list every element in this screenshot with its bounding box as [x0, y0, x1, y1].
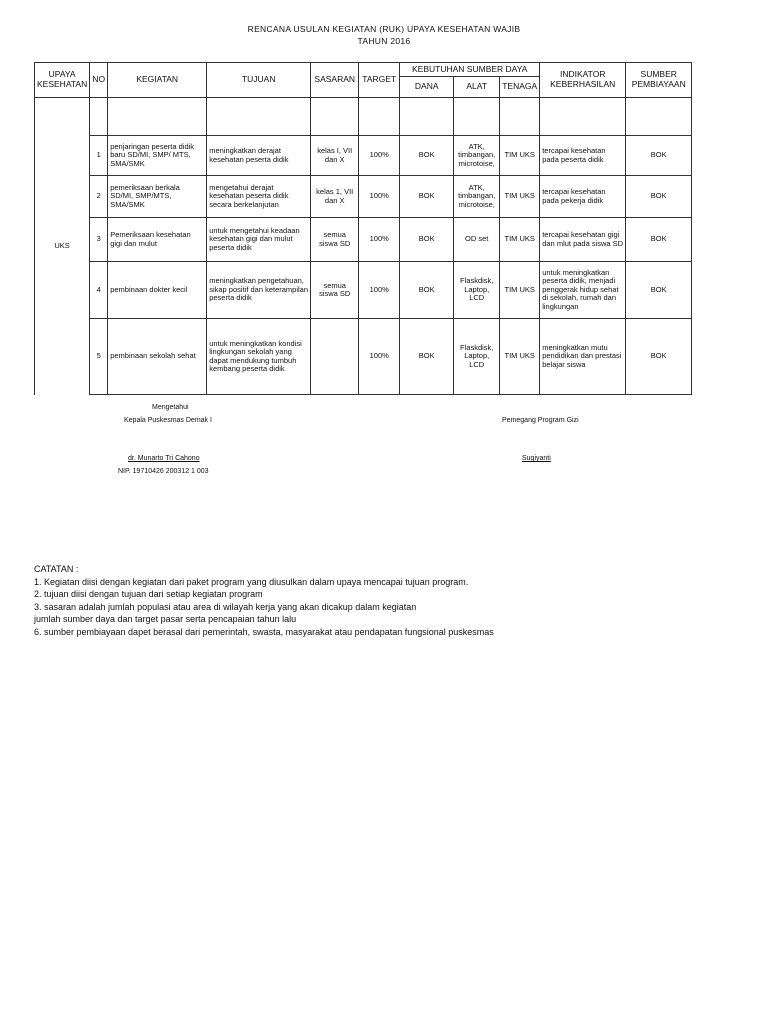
cell-dana: BOK	[400, 319, 454, 395]
header-sumber: SUMBER PEMBIAYAAN	[626, 63, 692, 98]
header-dana: DANA	[400, 77, 454, 98]
cell-no: 1	[90, 136, 108, 176]
document-title: RENCANA USULAN KEGIATAN (RUK) UPAYA KESEHATAN WAJIB	[247, 24, 521, 34]
cell-dana: BOK	[400, 262, 454, 319]
cell-dana: BOK	[400, 136, 454, 176]
header-alat: ALAT	[454, 77, 500, 98]
cell-sasaran: kelas 1, VII dan X	[311, 176, 359, 218]
cell-tenaga: TIM UKS	[500, 262, 540, 319]
note-line: jumlah sumber daya dan target pasar serta pencapaian tahun lalu	[34, 614, 297, 624]
cell-sumber: BOK	[626, 136, 692, 176]
notes-heading: CATATAN :	[34, 564, 79, 574]
spacer-row	[35, 98, 692, 136]
cell-alat: Flaskdisk, Laptop, LCD	[454, 319, 500, 395]
cell-sumber: BOK	[626, 319, 692, 395]
cell-target: 100%	[359, 218, 400, 262]
signature-left-title: Kepala Puskesmas Demak I	[124, 417, 212, 424]
cell-tujuan: mengetahui derajat kesehatan peserta didik secara berkelanjutan	[207, 176, 311, 218]
cell-sumber: BOK	[626, 218, 692, 262]
cell-sumber: BOK	[626, 262, 692, 319]
cell-alat: ATK, timbangan, microtoise,	[454, 176, 500, 218]
document-year: TAHUN 2016	[357, 36, 411, 46]
cell-target: 100%	[359, 319, 400, 395]
signature-left-nip: NIP. 19710426 200312 1 003	[118, 468, 209, 475]
cell-no: 2	[90, 176, 108, 218]
header-row-top	[35, 63, 692, 77]
signature-right-name: Sugiyanti	[522, 455, 551, 462]
table-row	[35, 176, 692, 218]
cell-sasaran	[311, 319, 359, 395]
table-row	[35, 262, 692, 319]
cell-sasaran: semua siswa SD	[311, 262, 359, 319]
table-row	[35, 136, 692, 176]
header-sasaran: SASARAN	[311, 63, 359, 98]
cell-alat: OD set	[454, 218, 500, 262]
header-tujuan: TUJUAN	[207, 63, 311, 98]
header-kebutuhan: KEBUTUHAN SUMBER DAYA	[400, 63, 540, 77]
cell-tenaga: TIM UKS	[500, 136, 540, 176]
cell-dana: BOK	[400, 218, 454, 262]
notes-section	[34, 563, 494, 638]
cell-target: 100%	[359, 262, 400, 319]
cell-tujuan: untuk mengetahui keadaan kesehatan gigi dan mulut peserta didik	[207, 218, 311, 262]
table-row	[35, 218, 692, 262]
cell-kegiatan: pembinaan dokter kecil	[108, 262, 207, 319]
note-line: 1. Kegiatan diisi dengan kegiatan dari paket program yang diusulkan dalam upaya mencapai tujuan program.	[34, 576, 469, 587]
header-tenaga: TENAGA	[500, 77, 540, 98]
header-target: TARGET	[359, 63, 400, 98]
cell-tenaga: TIM UKS	[500, 218, 540, 262]
cell-indikator: untuk meningkatkan peserta didik, menjadi penggerak hidup sehat di sekolah, rumah dan lingkungan	[540, 262, 626, 319]
header-indikator: INDIKATOR KEBERHASILAN	[540, 63, 626, 98]
cell-kegiatan: Pemeriksaan kesehatan gigi dan mulut	[108, 218, 207, 262]
cell-sasaran: semua siswa SD	[311, 218, 359, 262]
cell-target: 100%	[359, 136, 400, 176]
signature-left-name: dr. Munarto Tri Cahono	[128, 455, 200, 462]
signature-left-label: Mengetahui	[152, 404, 189, 411]
cell-dana: BOK	[400, 176, 454, 218]
header-no: NO	[90, 63, 108, 98]
table-row	[35, 319, 692, 395]
cell-no: 3	[90, 218, 108, 262]
cell-indikator: tercapai kesehatan pada peserta didik	[540, 136, 626, 176]
header-kegiatan: KEGIATAN	[108, 63, 207, 98]
signature-right-title: Pemegang Program Gizi	[502, 417, 579, 424]
cell-tujuan: meningkatkan pengetahuan, sikap positif dan keterampilan peserta didik	[207, 262, 311, 319]
upaya-cell: UKS	[35, 98, 90, 395]
cell-kegiatan: pemeriksaan berkala SD/MI, SMP/MTS, SMA/SMK	[108, 176, 207, 218]
cell-kegiatan: pembinaan sekolah sehat	[108, 319, 207, 395]
cell-indikator: meningkatkan mutu pendidikan dan prestasi belajar siswa	[540, 319, 626, 395]
cell-tujuan: untuk meningkatkan kondisi lingkungan sekolah yang dapat mendukung tumbuh kembang peserta didik	[207, 319, 311, 395]
cell-tenaga: TIM UKS	[500, 319, 540, 395]
header-upaya: UPAYA KESEHATAN	[35, 63, 90, 98]
cell-sasaran: kelas I, VII dan X	[311, 136, 359, 176]
note-line: 3. sasaran adalah jumlah populasi atau area di wilayah kerja yang akan dicakup dalam kegiatan	[34, 601, 417, 612]
cell-target: 100%	[359, 176, 400, 218]
cell-no: 5	[90, 319, 108, 395]
cell-sumber: BOK	[626, 176, 692, 218]
ruk-table	[34, 62, 692, 395]
cell-alat: Flaskdisk, Laptop, LCD	[454, 262, 500, 319]
cell-tenaga: TIM UKS	[500, 176, 540, 218]
cell-kegiatan: penjaringan peserta didik baru SD/MI, SMP/ MTS, SMA/SMK	[108, 136, 207, 176]
cell-indikator: tercapai kesehatan pada pekerja didik	[540, 176, 626, 218]
cell-tujuan: meningkatkan derajat kesehatan peserta didik	[207, 136, 311, 176]
cell-alat: ATK, timbangan, microtoise,	[454, 136, 500, 176]
cell-no: 4	[90, 262, 108, 319]
note-line: 2. tujuan diisi dengan tujuan dari setiap kegiatan program	[34, 589, 263, 599]
note-line: 6. sumber pembiayaan dapet berasal dari pemerintah, swasta, masyarakat atau pendapatan fungsional puskesmas	[34, 626, 494, 637]
cell-indikator: tercapai kesehatan gigi dan mlut pada siswa SD	[540, 218, 626, 262]
